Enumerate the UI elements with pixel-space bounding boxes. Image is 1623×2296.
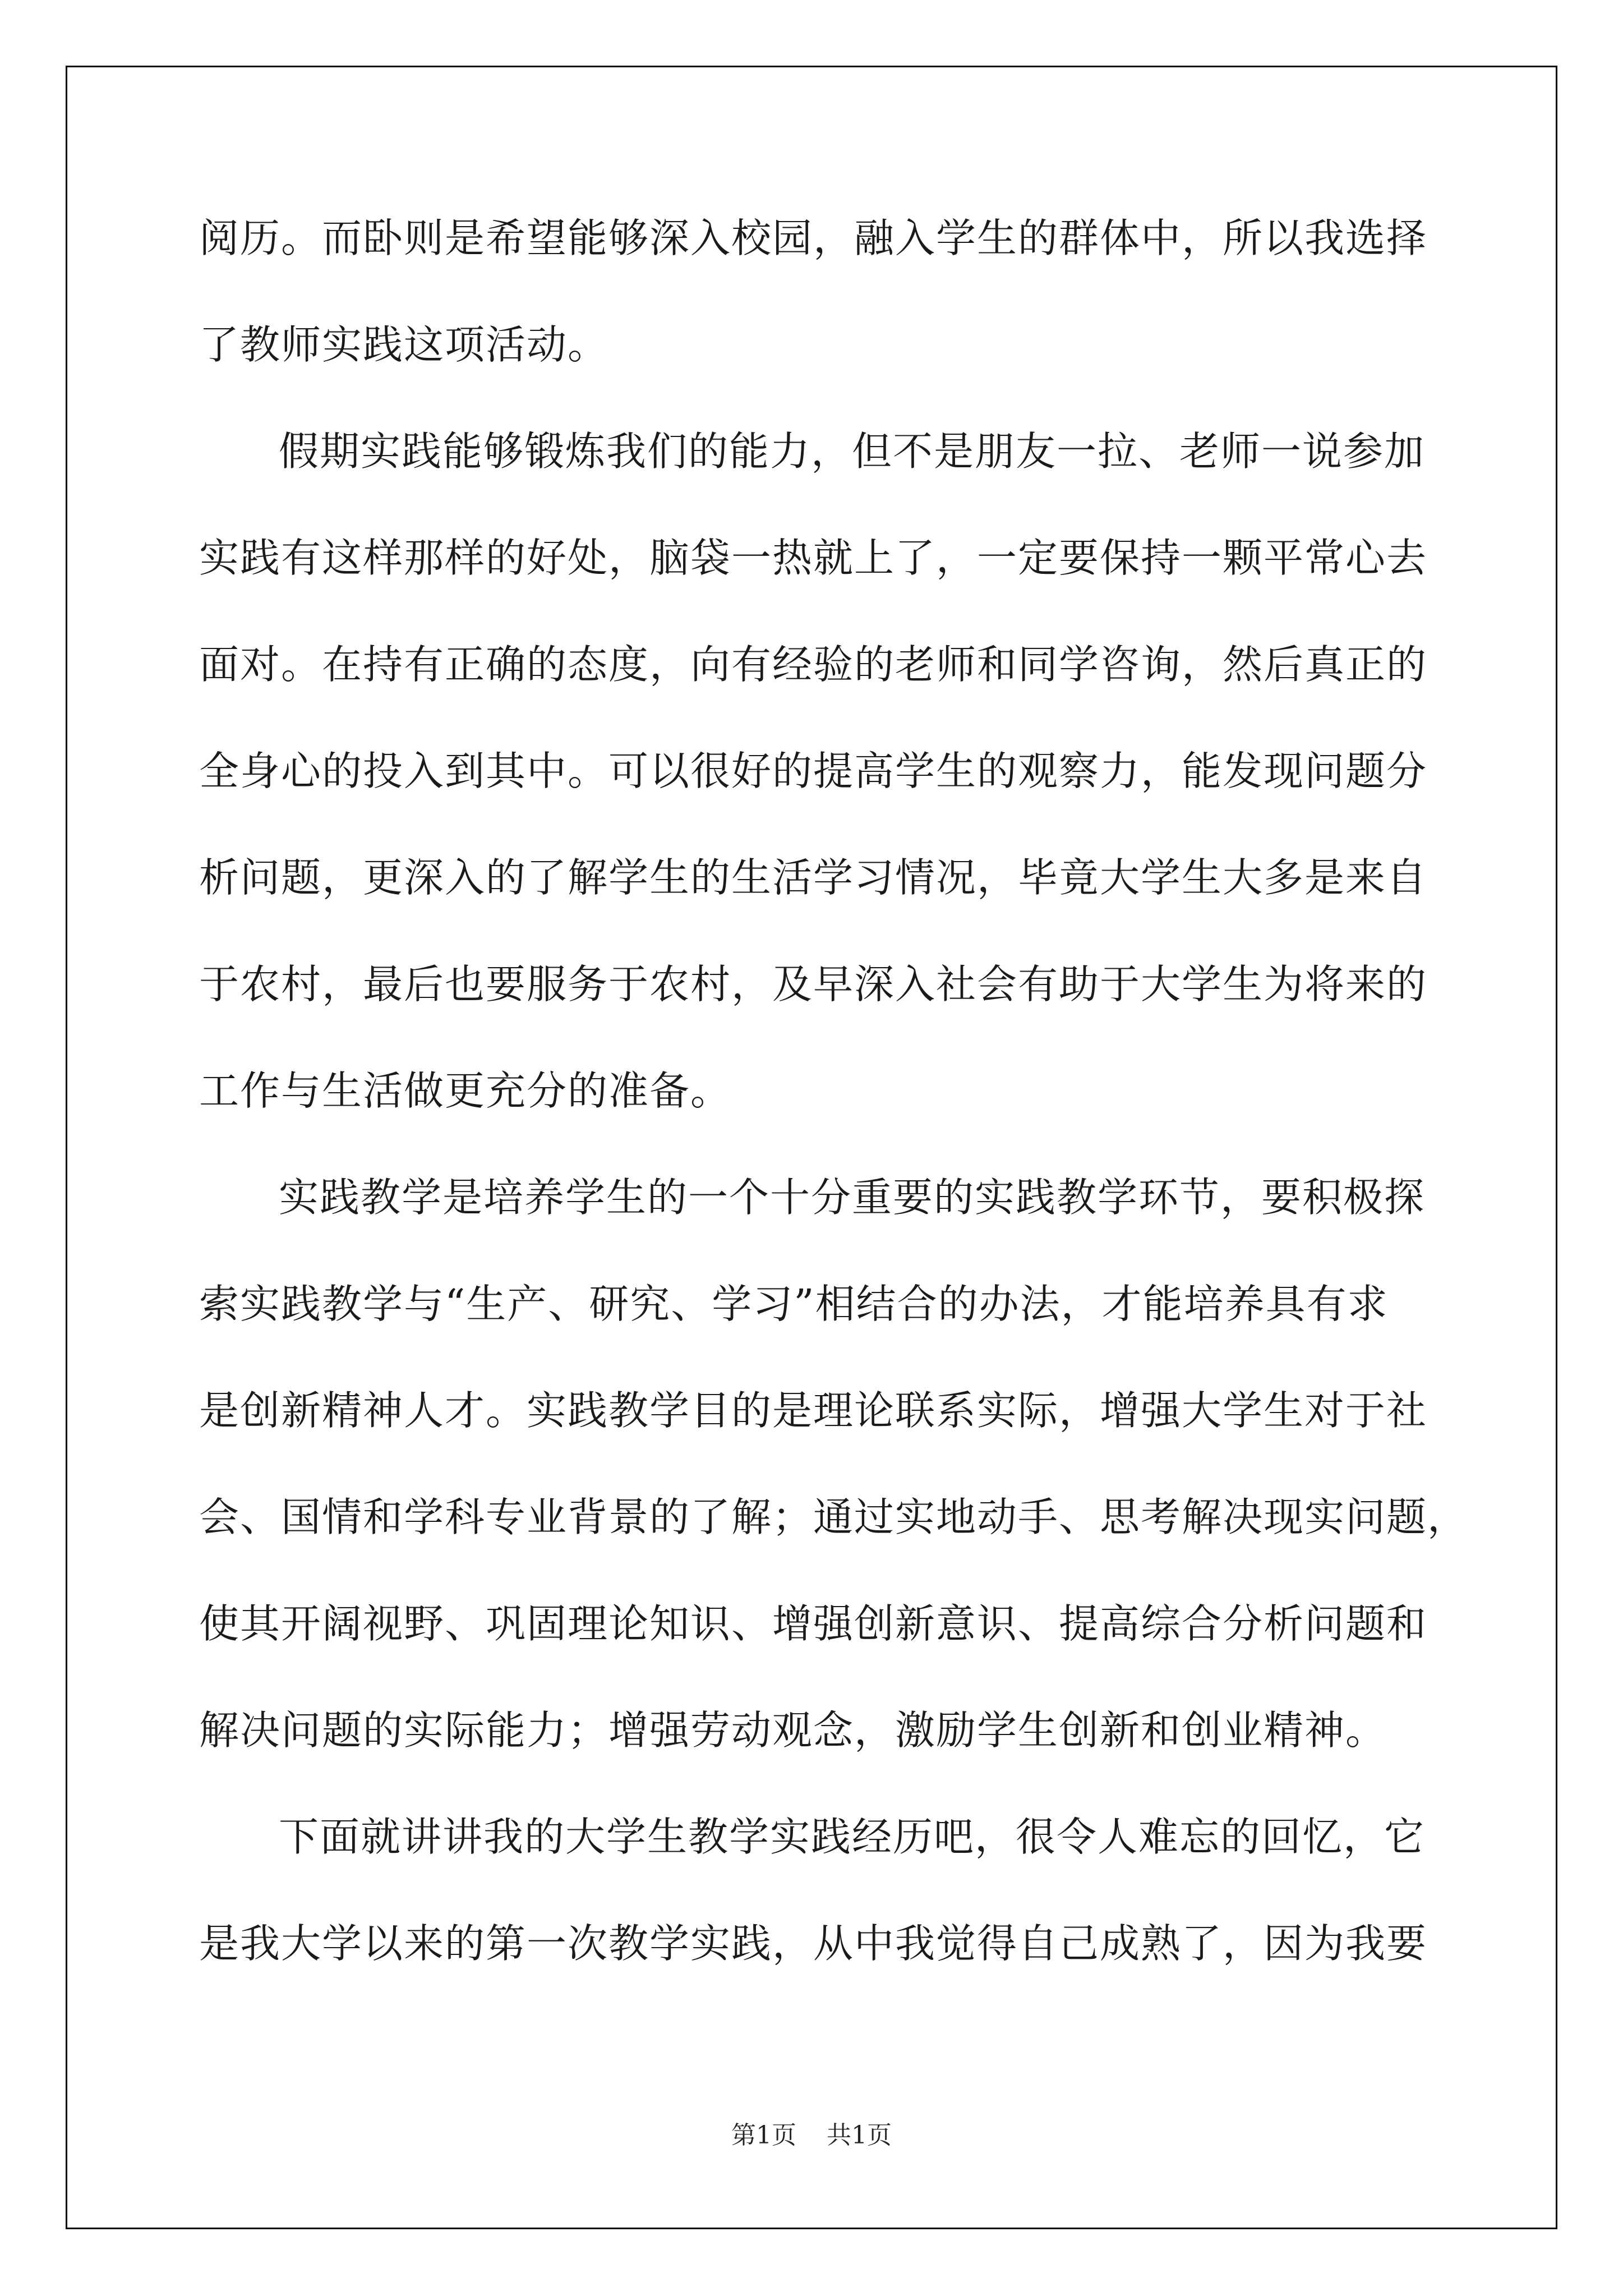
text-line: 了教师实践这项活动。 bbox=[199, 321, 609, 368]
page-total: 共1页 bbox=[827, 2121, 892, 2150]
text-line: 索实践教学与“生产、研究、学习”相结合的办法，才能培养具有求 bbox=[199, 1281, 1389, 1327]
text-line: 实践有这样那样的好处，脑袋一热就上了，一定要保持一颗平常心去 bbox=[199, 535, 1428, 581]
text-line: 解决问题的实际能力；增强劳动观念，激励学生创新和创业精神。 bbox=[199, 1707, 1387, 1754]
paragraph-start-line: 下面就讲讲我的大学生教学实践经历吧，很令人难忘的回忆，它 bbox=[279, 1814, 1426, 1860]
text-line: 工作与生活做更充分的准备。 bbox=[199, 1068, 732, 1114]
page-number: 第1页 bbox=[731, 2121, 796, 2150]
text-line: 是创新精神人才。实践教学目的是理论联系实际，增强大学生对于社 bbox=[199, 1387, 1428, 1434]
text-line: 于农村，最后也要服务于农村，及早深入社会有助于大学生为将来的 bbox=[199, 961, 1428, 1007]
page-border bbox=[66, 66, 1557, 2229]
text-line: 会、国情和学科专业背景的了解；通过实地动手、思考解决现实问题， bbox=[199, 1494, 1469, 1540]
text-line: 全身心的投入到其中。可以很好的提高学生的观察力，能发现问题分 bbox=[199, 748, 1428, 794]
text-line: 面对。在持有正确的态度，向有经验的老师和同学咨询，然后真正的 bbox=[199, 641, 1428, 688]
text-line: 析问题，更深入的了解学生的生活学习情况，毕竟大学生大多是来自 bbox=[199, 854, 1428, 901]
text-line: 阅历。而卧则是希望能够深入校园，融入学生的群体中，所以我选择 bbox=[199, 215, 1428, 261]
paragraph-start-line: 假期实践能够锻炼我们的能力，但不是朋友一拉、老师一说参加 bbox=[279, 428, 1426, 475]
page-footer bbox=[0, 2119, 1623, 2152]
text-line: 是我大学以来的第一次教学实践，从中我觉得自己成熟了，因为我要 bbox=[199, 1920, 1428, 1967]
text-line: 使其开阔视野、巩固理论知识、增强创新意识、提高综合分析问题和 bbox=[199, 1600, 1428, 1647]
paragraph-start-line: 实践教学是培养学生的一个十分重要的实践教学环节，要积极探 bbox=[279, 1174, 1426, 1221]
